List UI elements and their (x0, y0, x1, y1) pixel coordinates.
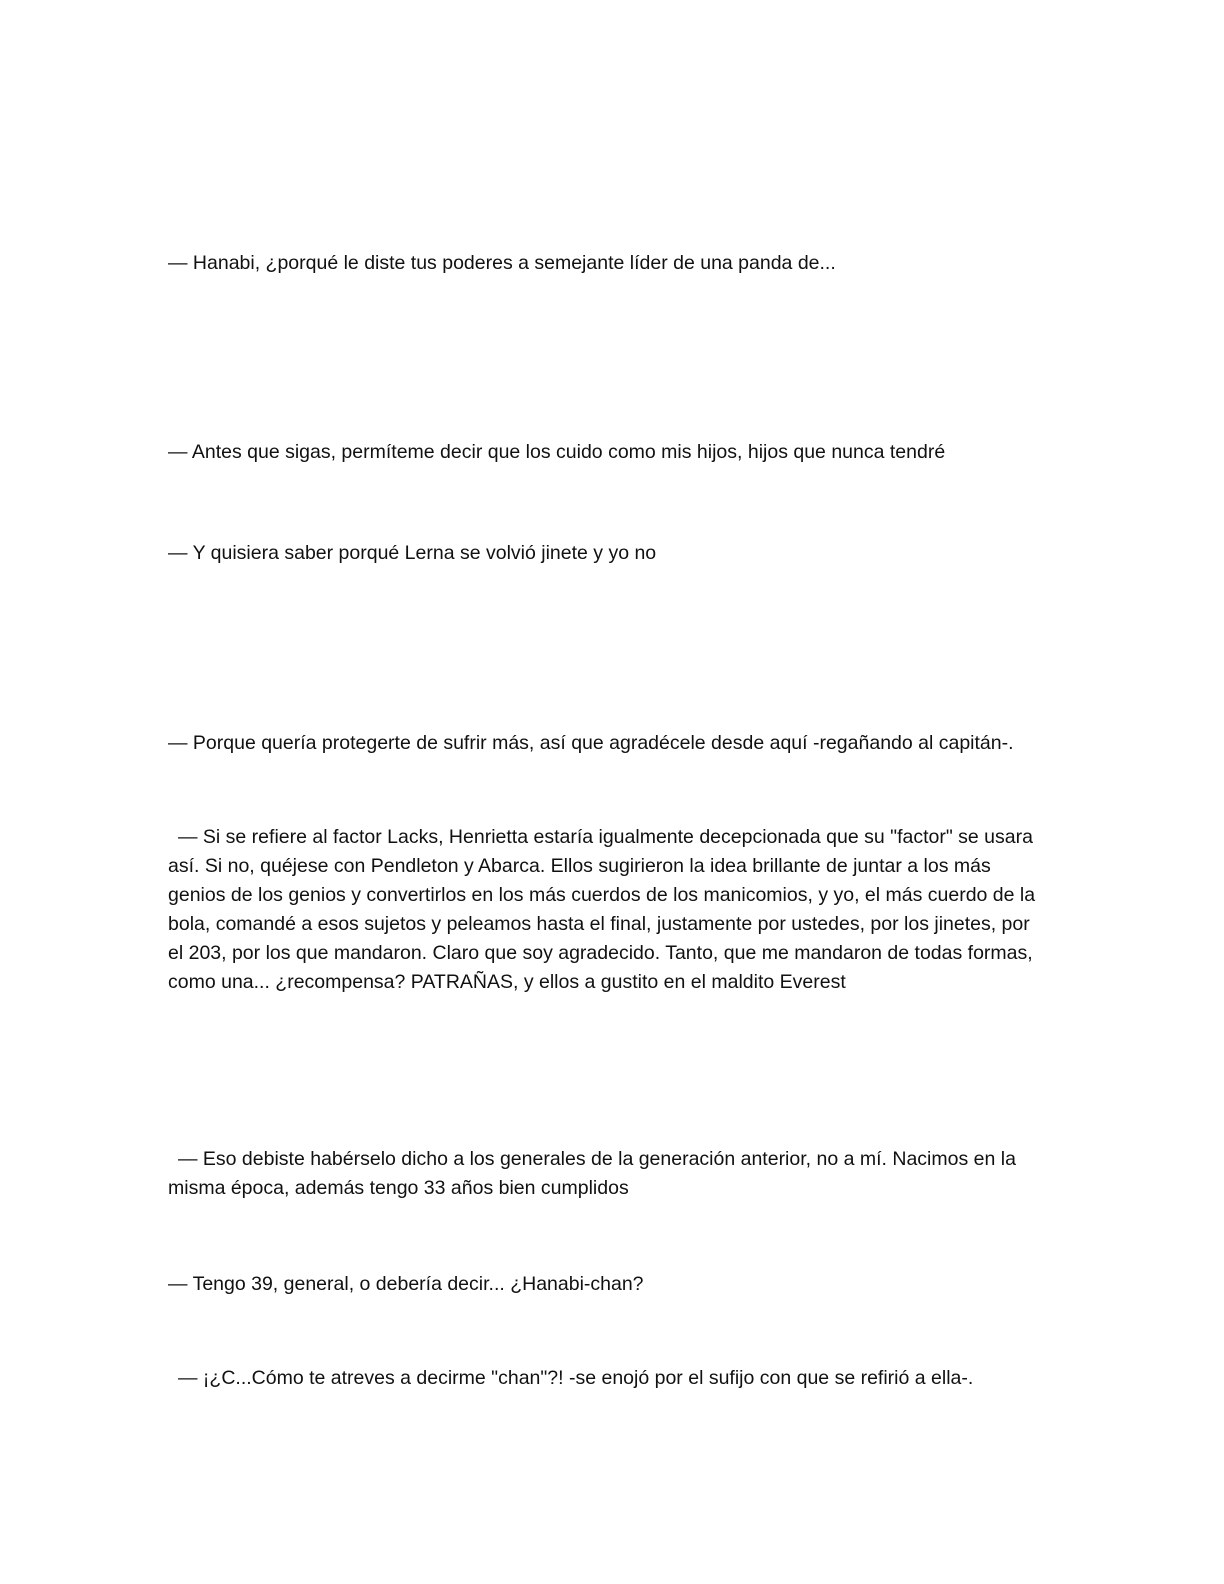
dialogue-line-7: — Tengo 39, general, o debería decir... ¿Hanabi-chan? (168, 1273, 644, 1295)
dialogue-line-2: — Antes que sigas, permíteme decir que los cuido como mis hijos, hijos que nunca tendré (168, 441, 946, 463)
dialogue-line-1: — Hanabi, ¿porqué le diste tus poderes a semejante líder de una panda de... (168, 252, 836, 274)
dialogue-line-6: — Eso debiste habérselo dicho a los generales de la generación anterior, no a mí. Nacimos en la misma época, además tengo 33 años bien cumplidos (168, 1148, 1016, 1199)
dialogue-line-5: — Si se refiere al factor Lacks, Henrietta estaría igualmente decepcionada que su "factor" se usara así. Si no, quéjese con Pendleton y Abarca. Ellos sugirieron la idea brillante de juntar a los más genios de los genios y convertirlos en los más cuerdos de los manicomios, y yo, el más cuerdo de la bola, comandé a esos sujetos y peleamos hasta el final, justamente por ustedes, por los jinetes, por el 203, por los que mandaron. Claro que soy agradecido. Tanto, que me mandaron de todas formas, como una... ¿recompensa? PATRAÑAS, y ellos a gustito en el maldito Everest (168, 826, 1036, 993)
dialogue-line-3: — Y quisiera saber porqué Lerna se volvió jinete y yo no (168, 542, 657, 564)
dialogue-line-4: — Porque quería protegerte de sufrir más, así que agradécele desde aquí -regañando al capitán-. (168, 732, 1014, 754)
dialogue-line-8: — ¡¿C...Cómo te atreves a decirme "chan"?! -se enojó por el sufijo con que se refirió a ella-. (178, 1367, 974, 1389)
